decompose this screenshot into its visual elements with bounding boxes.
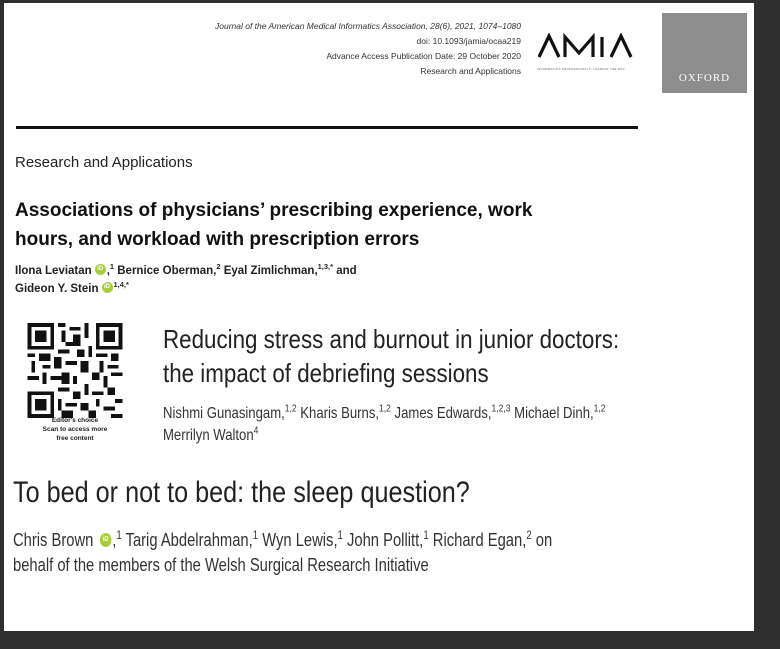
- journal-citation: Journal of the American Medical Informatics Association, 28(6), 2021, 1074–1080: [214, 21, 521, 31]
- article-category: Research and Applications: [420, 66, 521, 76]
- article2-title-line2: the impact of debriefing sessions: [163, 358, 489, 388]
- author-name: Tarig Abdelrahman: [125, 530, 249, 550]
- author-affiliation: 1: [116, 529, 122, 542]
- author-affiliation: 1,2: [379, 403, 391, 415]
- section-label: Research and Applications: [15, 154, 193, 171]
- author-affiliation: 1: [109, 262, 115, 272]
- author-name: Michael Dinh: [514, 405, 590, 422]
- author-affiliation: 1,2,3: [491, 403, 511, 415]
- oxford-publisher-logo: [662, 13, 747, 93]
- qr-caption: Editor's choice Scan to access more free content: [42, 417, 108, 442]
- author-name: Chris Brown: [13, 530, 94, 550]
- author-affiliation: 1,4,*: [113, 280, 129, 290]
- article3-authors: Chris Brown iD ,$^1$ Tarig Abdelrahman,$^1$ Wyn Lewis,$^1$ John Pollitt,$^1$ Richard Egan,$^2$ on behalf of the members of the Welsh Surgical Research Initiative: [13, 528, 718, 578]
- author-affiliation: 4: [253, 425, 259, 437]
- article2-authors: Nishmi Gunasingam,$^{1,2}$ Kharis Burns,$^{1,2}$ James Edwards,$^{1,2,3}$ Michael Dinh,$^{1,2}$ Merrilyn Walton$^4$: [163, 403, 606, 444]
- orcid-icon[interactable]: [102, 282, 113, 293]
- article3-title: To bed or not to bed: the sleep question?: [13, 476, 470, 509]
- article1-title: [15, 196, 655, 254]
- author-affiliation: 2: [526, 529, 532, 542]
- author-name: Kharis Burns: [300, 405, 376, 422]
- author-name: Wyn Lewis: [262, 530, 334, 550]
- amia-logo: [537, 33, 651, 69]
- group-author-prefix: on: [535, 530, 553, 550]
- header-divider: [16, 126, 638, 129]
- advance-access-date: Advance Access Publication Date: 29 October 2020: [326, 51, 521, 61]
- qr-code-icon[interactable]: [26, 323, 124, 418]
- author-name: Gideon Y. Stein: [15, 283, 99, 295]
- orcid-icon[interactable]: [100, 533, 111, 547]
- amia-tagline: INFORMATICS PROFESSIONALS. LEADING THE WAY.: [537, 67, 626, 71]
- article1-title-line1: Associations of physicians’ prescribing experience, work: [15, 200, 533, 221]
- author-affiliation: 1: [423, 529, 429, 542]
- journal-metadata: [104, 19, 521, 79]
- author-name: Merrilyn Walton: [163, 427, 254, 444]
- amia-logo-mark: [537, 33, 651, 59]
- doi-line: doi: 10.1093/jamia/ocaa219: [416, 36, 521, 46]
- author-name: John Pollitt: [347, 530, 420, 550]
- author-affiliation: 1,2: [593, 403, 606, 415]
- article1-title-line2: hours, and workload with prescription errors: [15, 229, 420, 250]
- article1-authors: Ilona LeviataniD ,$^1$ Bernice Oberman,$^2$ Eyal Zimlichman,$^{1,3,*}$ and Gideon Y. SteiniD $^{1,4,*}$: [15, 262, 655, 298]
- article2-title: [163, 322, 662, 390]
- orcid-icon[interactable]: [95, 264, 106, 275]
- author-name: Bernice Oberman: [117, 265, 214, 277]
- author-name: Richard Egan: [432, 530, 523, 550]
- author-name: Ilona Leviatan: [15, 265, 92, 277]
- author-affiliation: 1,3,*: [317, 262, 334, 272]
- paper-collage: [4, 3, 754, 631]
- author-name: James Edwards: [394, 405, 488, 422]
- publisher-name: OXFORD: [678, 72, 731, 84]
- author-name: Nishmi Gunasingam: [163, 405, 282, 422]
- author-affiliation: 1,2: [284, 403, 297, 415]
- author-name: Eyal Zimlichman: [223, 265, 315, 277]
- group-author: behalf of the members of the Welsh Surgical Research Initiative: [13, 555, 429, 575]
- article2-title-line1: Reducing stress and burnout in junior doctors:: [163, 324, 620, 354]
- author-affiliation: 2: [216, 262, 221, 272]
- author-affiliation: 1: [337, 529, 343, 542]
- author-affiliation: 1: [252, 529, 259, 542]
